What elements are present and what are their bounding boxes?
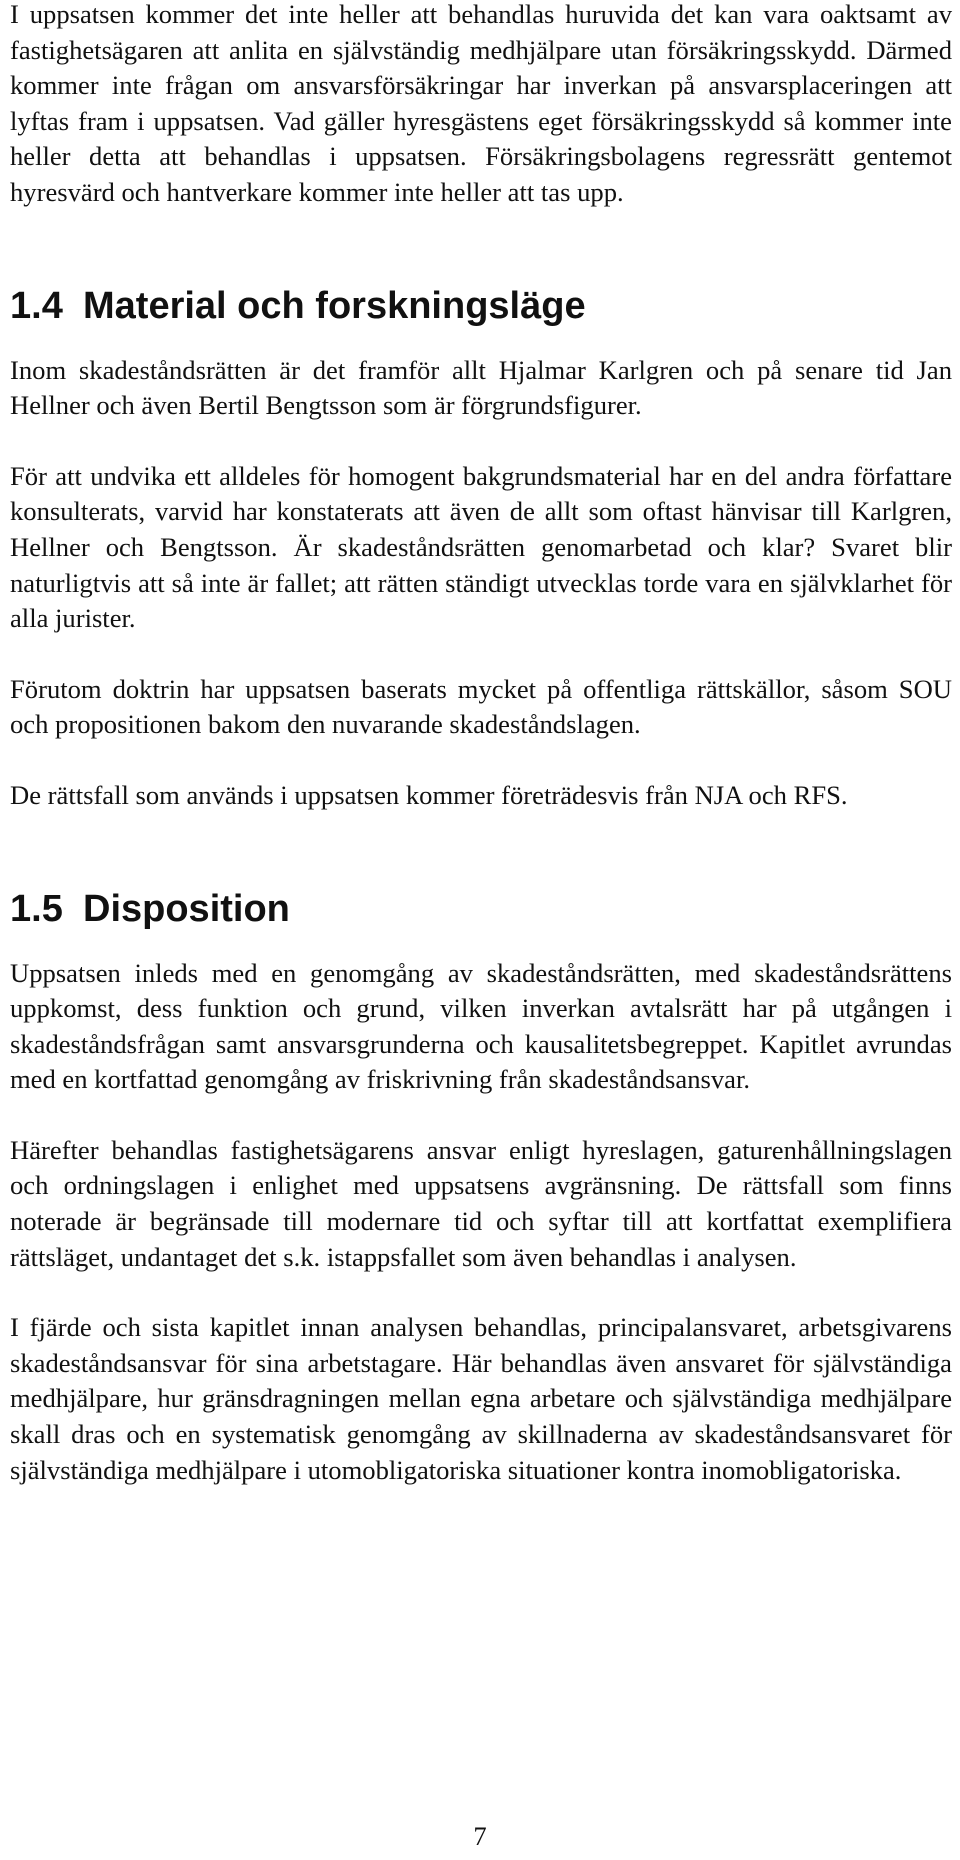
section-heading-1-5 — [10, 887, 952, 931]
section-title: Disposition — [83, 887, 290, 930]
section-number: 1.4 — [10, 284, 63, 327]
paragraph: Härefter behandlas fastighetsägarens ansvar enligt hyreslagen, gaturenhållningslagen och ordningslagen i enlighet med uppsatsens avgränsning. De rättsfall som finns noterade är begränsade till modernare tid och syftar till att kortfattat exemplifiera rättsläget, undantaget det s.k. istappsfallet som även behandlas i analysen. — [10, 1134, 952, 1272]
section-number: 1.5 — [10, 887, 63, 930]
paragraph: Inom skadeståndsrätten är det framför allt Hjalmar Karlgren och på senare tid Jan Hellner och även Bertil Bengtsson som är förgrundsfigurer. — [10, 354, 952, 421]
page-content — [10, 0, 952, 1488]
paragraph: För att undvika ett alldeles för homogent bakgrundsmaterial har en del andra författare konsulterats, varvid har konstaterats att även de allt som oftast hänvisar till Karlgren, Hellner och Bengtsson. Är skadeståndsrätten genomarbetad och klar? Svaret blir naturligtvis att så inte är fallet; att rätten ständigt utvecklas torde vara en självklarhet för alla jurister. — [10, 460, 952, 634]
paragraph: De rättsfall som används i uppsatsen kommer företrädesvis från NJA och RFS. — [10, 779, 848, 810]
intro-paragraph: I uppsatsen kommer det inte heller att behandlas huruvida det kan vara oaktsamt av fastighetsägaren att anlita en självständig medhjälpare utan försäkringsskydd. Därmed kommer inte frågan om ansvarsförsäkringar har inverkan på ansvarsplaceringen att lyftas fram i uppsatsen. Vad gäller hyresgästens eget försäkringsskydd så kommer inte heller detta att behandlas i uppsatsen. Försäkringsbolagens regressrätt gentemot hyresvärd och hantverkare kommer inte heller att tas upp. — [10, 0, 952, 207]
paragraph: Uppsatsen inleds med en genomgång av skadeståndsrätten, med skadeståndsrättens uppkomst, dess funktion och grund, vilken inverkan avtalsrätt har på utgången i skadeståndsfrågan samt ansvarsgrunderna och kausalitetsbegreppet. Kapitlet avrundas med en kortfattad genomgång av friskrivning från skadeståndsansvar. — [10, 957, 952, 1095]
paragraph: Förutom doktrin har uppsatsen baserats mycket på offentliga rättskällor, såsom SOU och propositionen bakom den nuvarande skadeståndslagen. — [10, 673, 952, 740]
section-heading-1-4 — [10, 284, 952, 328]
section-title: Material och forskningsläge — [83, 284, 586, 327]
page-number: 7 — [473, 1821, 487, 1851]
paragraph: I fjärde och sista kapitlet innan analysen behandlas, principalansvaret, arbetsgivarens skadeståndsansvar för sina arbetstagare. Här behandlas även ansvaret för självständiga medhjälpare, hur gränsdragningen mellan egna arbetare och självständiga medhjälpare skall dras och en systematisk genomgång av skillnaderna av skadeståndsansvaret för självständiga medhjälpare i utomobligatoriska situationer kontra inomobligatoriska. — [10, 1312, 952, 1485]
